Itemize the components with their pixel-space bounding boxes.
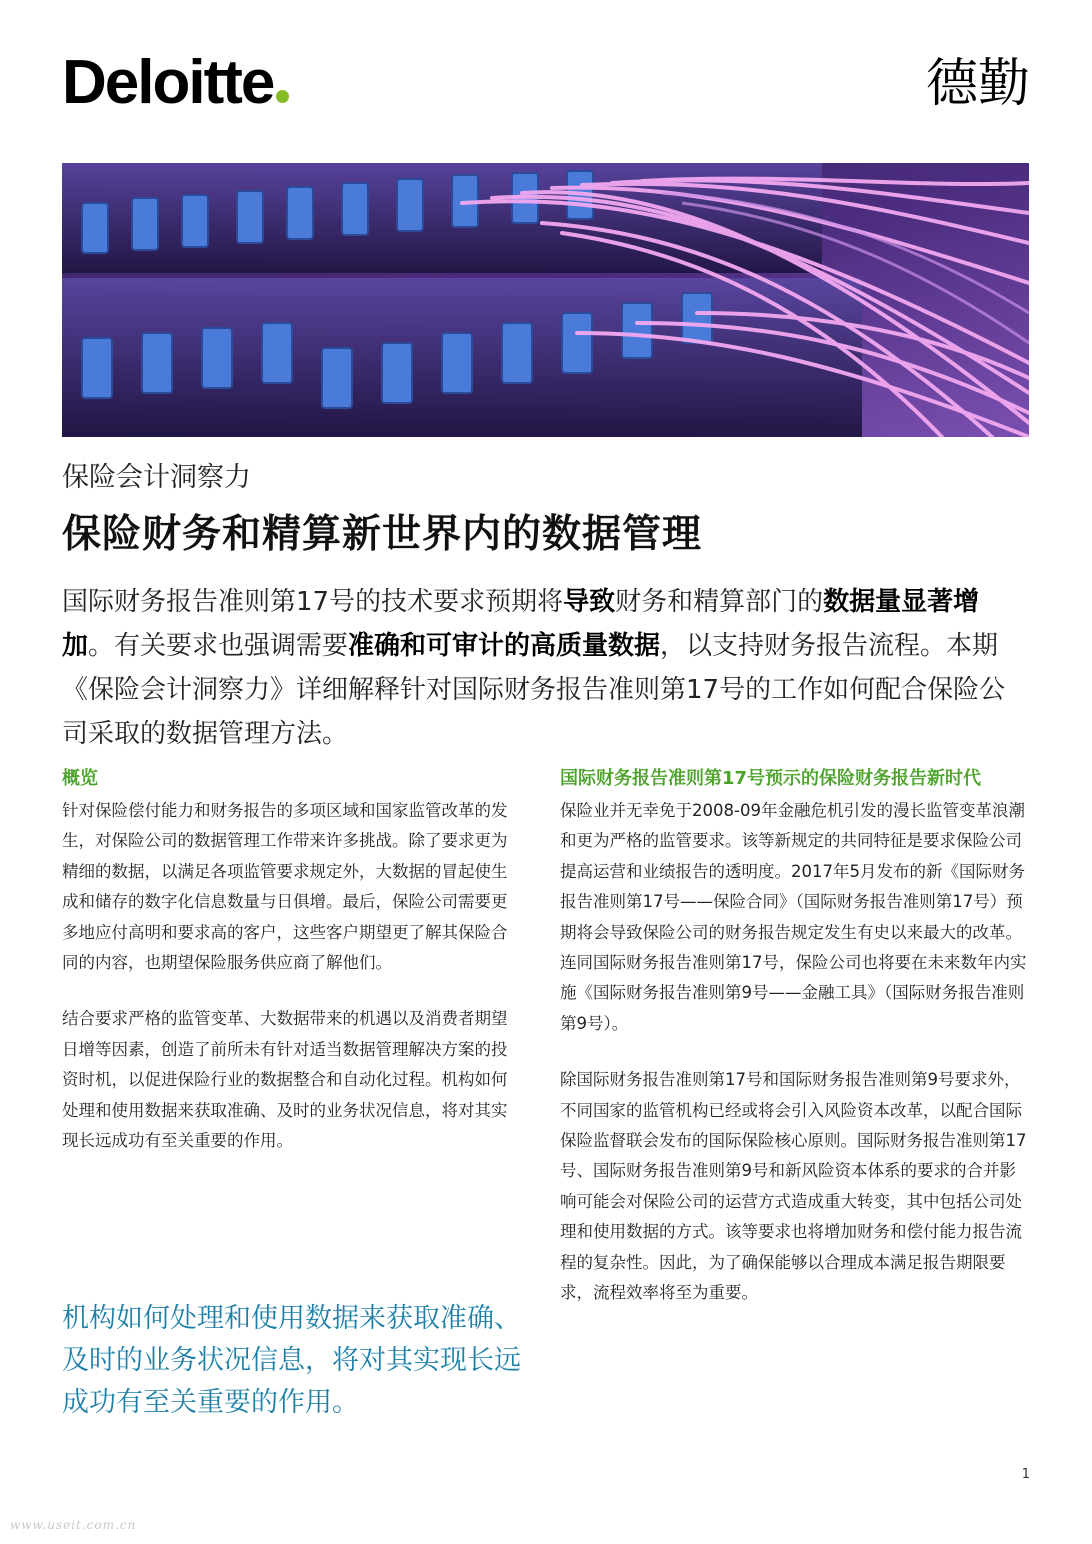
section-heading-new-era: 国际财务报告准则第17号预示的保险财务报告新时代 (560, 768, 982, 789)
overview-paragraph-2: 结合要求严格的监管变革、大数据带来的机遇以及消费者期望日增等因素，创造了前所未有针对适当数据管理解决方案的投资时机，以促进保险行业的数据整合和自动化过程。机构如何处理和使用数据来获取准确、及时的业务状况信息，将对其实现长远成功有至关重要的作用。 (62, 1009, 508, 1151)
page-number: 1 (1021, 1467, 1030, 1482)
hero-image-network-cables (62, 163, 1029, 437)
network-cables-illustration (62, 163, 1029, 437)
lead-paragraph: 国际财务报告准则第17号的技术要求预期将导致财务和精算部门的数据量显著增加。有关要求也强调需要准确和可审计的高质量数据，以支持财务报告流程。本期《保险会计洞察力》详细解释针对国际财务报告准则第17号的工作如何配合保险公司采取的数据管理方法。 (62, 587, 1006, 749)
overview-paragraph-1: 针对保险偿付能力和财务报告的多项区域和国家监管改革的发生，对保险公司的数据管理工作带来许多挑战。除了要求更为精细的数据，以满足各项监管要求规定外，大数据的冒起使生成和储存的数字化信息数量与日俱增。最后，保险公司需要更多地应付高明和要求高的客户，这些客户期望更了解其保险合同的内容，也期望保险服务供应商了解他们。 (62, 801, 508, 973)
pull-quote: 机构如何处理和使用数据来获取准确、及时的业务状况信息，将对其实现长远成功有至关重要的作用。 (62, 1303, 521, 1418)
deloitte-logo: Deloitte (62, 52, 289, 114)
new-era-paragraph-2: 除国际财务报告准则第17号和国际财务报告准则第9号要求外，不同国家的监管机构已经或将会引入风险资本改革，以配合国际保险监督联会发布的国际保险核心原则。国际财务报告准则第17号、国际财务报告准则第9号和新风险资本体系的要求的合并影响可能会对保险公司的运营方式造成重大转变，其中包括公司处理和使用数据的方式。该等要求也将增加财务和偿付能力报告流程的复杂性。因此，为了确保能够以合理成本满足报告期限要求，流程效率将至为重要。 (560, 1070, 1027, 1303)
watermark: www.useit.com.cn (10, 1518, 137, 1532)
logo-green-dot (276, 90, 289, 103)
deloitte-chinese-logo: 德勤 (925, 54, 1030, 114)
right-column (560, 764, 1030, 1335)
page-title: 保险财务和精算新世界内的数据管理 (62, 512, 703, 557)
left-column (62, 764, 512, 1182)
new-era-paragraph-1: 保险业并无幸免于2008-09年金融危机引发的漫长监管变革浪潮和更为严格的监管要求。该等新规定的共同特征是要求保险公司提高运营和业绩报告的透明度。2017年5月发布的新《国际财务报告准则第17号——保险合同》（国际财务报告准则第17号）预期将会导致保险公司的财务报告规定发生有史以来最大的改革。连同国际财务报告准则第17号，保险公司也将要在未来数年内实施《国际财务报告准则第9号——金融工具》（国际财务报告准则第9号）。 (560, 801, 1027, 1033)
section-heading-overview: 概览 (62, 768, 98, 789)
series-kicker: 保险会计洞察力 (62, 462, 251, 493)
